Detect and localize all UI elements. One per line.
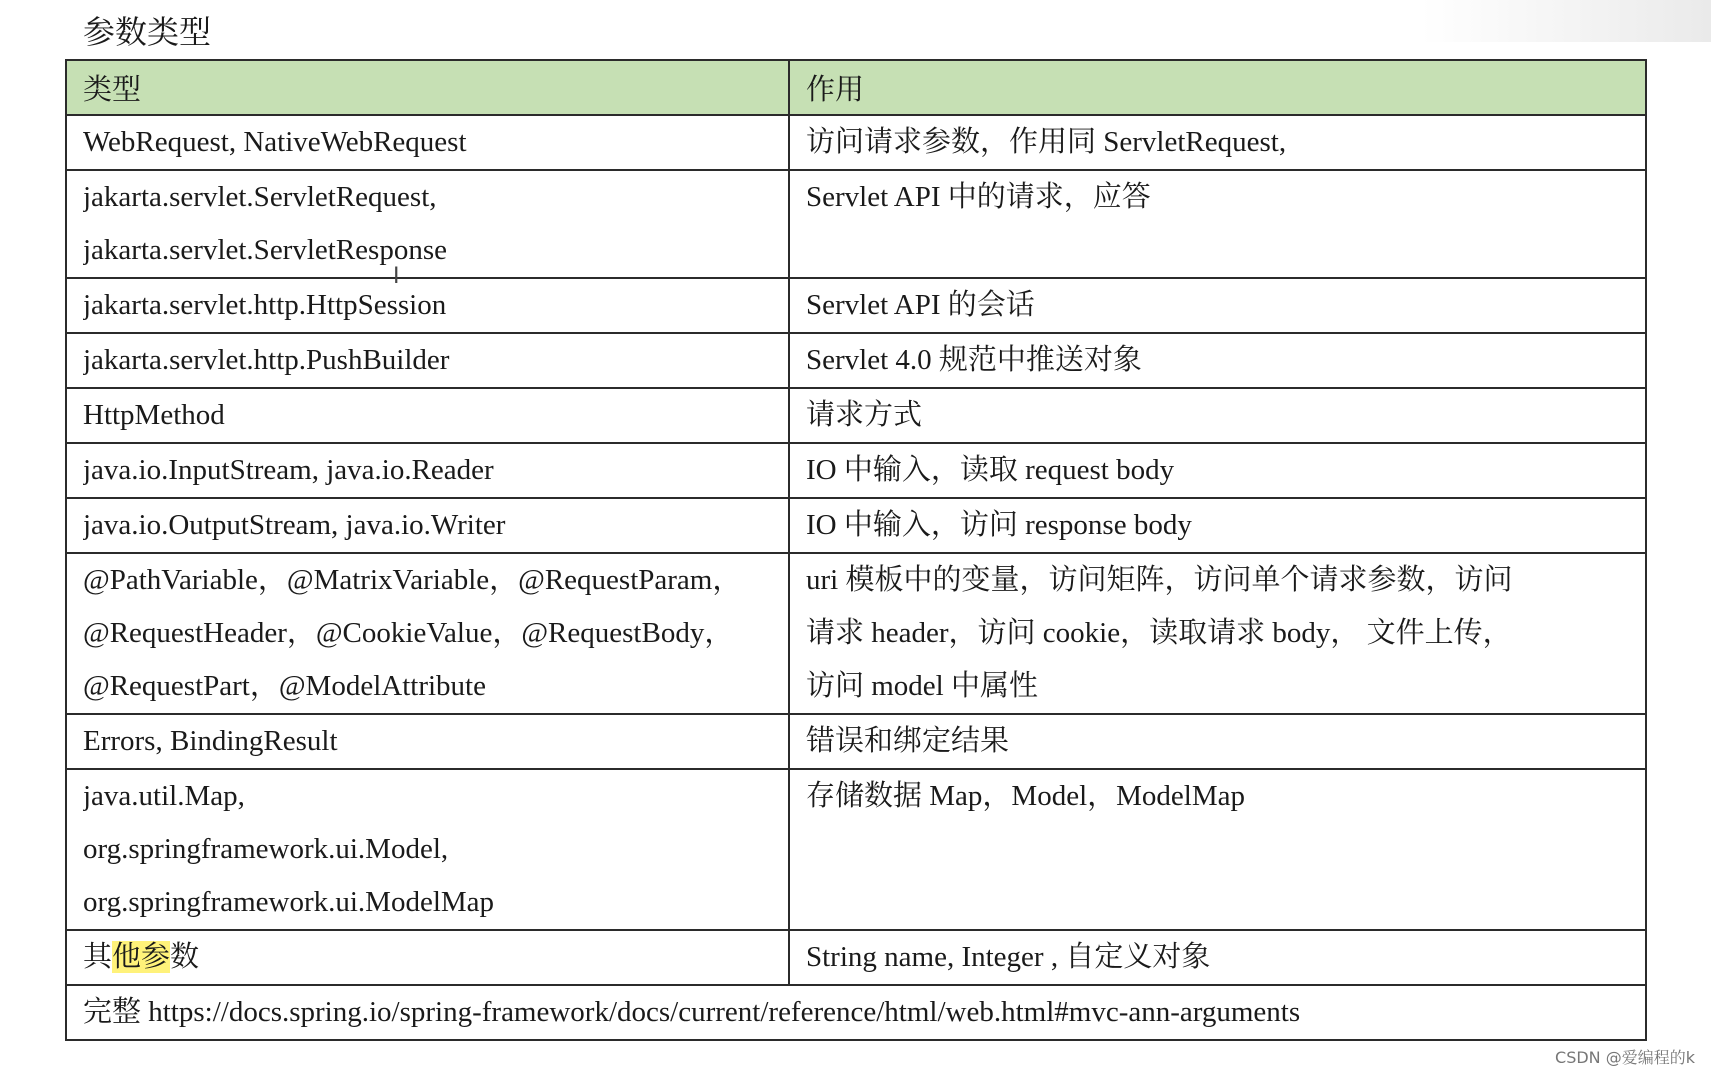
table-row <box>66 388 1646 443</box>
cell-line: 访问 model 中属性 <box>806 670 1038 702</box>
header-type: 类型 <box>66 60 789 115</box>
cell-line: jakarta.servlet.http.HttpSession <box>83 289 447 321</box>
purpose-cell <box>789 388 1646 443</box>
type-cell <box>66 115 789 170</box>
reference-link-text: 完整 https://docs.spring.io/spring-framework/docs/current/reference/html/web.html#mvc-ann-arguments <box>83 996 1301 1028</box>
purpose-cell <box>789 498 1646 553</box>
type-cell <box>66 333 789 388</box>
table-row <box>66 333 1646 388</box>
cell-line: IO 中输入，访问 response body <box>806 509 1192 541</box>
cell-line: 请求方式 <box>806 399 923 431</box>
table-row <box>66 115 1646 170</box>
cell-line: @PathVariable，@MatrixVariable，@RequestParam， <box>83 564 742 596</box>
type-cell <box>66 278 789 333</box>
cell-line: Servlet API 的会话 <box>806 289 1035 321</box>
purpose-cell <box>789 170 1646 278</box>
cell-line: @RequestHeader，@CookieValue，@RequestBody， <box>83 617 734 649</box>
parameter-types-table <box>65 59 1647 1041</box>
type-cell <box>66 170 789 278</box>
type-cell <box>66 388 789 443</box>
cell-line: java.io.InputStream, java.io.Reader <box>83 454 494 486</box>
table-row <box>66 553 1646 714</box>
cell-line: IO 中输入，读取 request body <box>806 454 1175 486</box>
table-row <box>66 170 1646 278</box>
table-row <box>66 498 1646 553</box>
text-fragment: 数 <box>170 941 200 973</box>
cell-line: jakarta.servlet.http.PushBuilder <box>83 344 450 376</box>
watermark-credit: CSDN @爱编程的k <box>1555 1048 1695 1067</box>
purpose-cell <box>789 333 1646 388</box>
cell-line: Servlet API 中的请求，应答 <box>806 181 1151 213</box>
cell-line: uri 模板中的变量，访问矩阵，访问单个请求参数，访问 <box>806 564 1513 596</box>
type-cell <box>66 498 789 553</box>
cell-line: 错误和绑定结果 <box>806 725 1010 757</box>
purpose-cell <box>789 714 1646 769</box>
cell-line: WebRequest, NativeWebRequest <box>83 126 467 158</box>
type-cell <box>66 930 789 985</box>
table-row <box>66 769 1646 930</box>
purpose-cell <box>789 443 1646 498</box>
header-purpose: 作用 <box>789 60 1646 115</box>
table-row <box>66 930 1646 985</box>
table-row <box>66 714 1646 769</box>
type-cell <box>66 769 789 930</box>
video-watermark <box>1421 0 1711 42</box>
cell-line: java.io.OutputStream, java.io.Writer <box>83 509 506 541</box>
cell-line: @RequestPart，@ModelAttribute <box>83 670 486 702</box>
table-row <box>66 278 1646 333</box>
purpose-cell <box>789 278 1646 333</box>
cell-line: HttpMethod <box>83 399 225 431</box>
type-cell <box>66 553 789 714</box>
purpose-cell <box>789 115 1646 170</box>
table-footer-row <box>66 985 1646 1040</box>
section-caption: 参数类型 <box>83 13 212 51</box>
type-cell <box>66 443 789 498</box>
purpose-cell <box>789 553 1646 714</box>
table-header-row <box>66 60 1646 115</box>
cell-line: 请求 header，访问 cookie，读取请求 body， 文件上传， <box>806 617 1512 649</box>
footer-cell <box>66 985 1646 1040</box>
cell-line: 存储数据 Map，Model，ModelMap <box>806 780 1245 812</box>
cell-line <box>83 931 772 984</box>
text-cursor-icon: I <box>393 264 400 289</box>
cell-line: org.springframework.ui.ModelMap <box>83 886 495 918</box>
cell-line: jakarta.servlet.ServletResponse <box>83 234 447 266</box>
text-fragment: 其 <box>83 941 113 973</box>
cell-line: Servlet 4.0 规范中推送对象 <box>806 344 1142 376</box>
cell-line: Errors, BindingResult <box>83 725 338 757</box>
cell-line: jakarta.servlet.ServletRequest, <box>83 181 437 213</box>
cell-line: org.springframework.ui.Model, <box>83 833 449 865</box>
cell-line: String name, Integer , 自定义对象 <box>806 941 1211 973</box>
cell-line: 访问请求参数，作用同 ServletRequest, <box>806 126 1287 158</box>
purpose-cell <box>789 930 1646 985</box>
type-cell <box>66 714 789 769</box>
table-row <box>66 443 1646 498</box>
highlighted-text: 他参 <box>112 941 171 973</box>
purpose-cell <box>789 769 1646 930</box>
cell-line: java.util.Map, <box>83 780 245 812</box>
